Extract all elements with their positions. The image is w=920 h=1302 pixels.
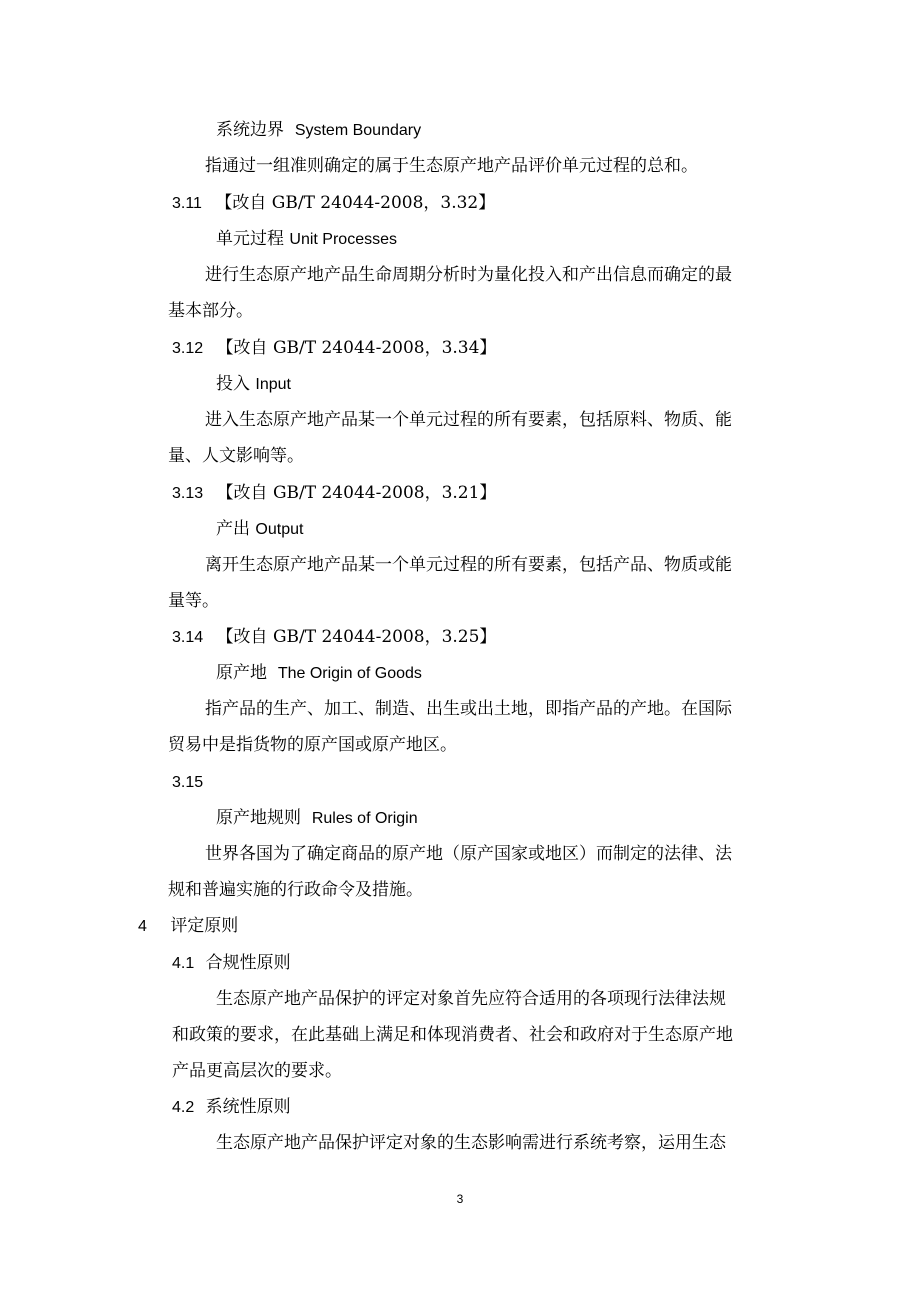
- paragraph-text: 生态原产地产品保护评定对象的生态影响需进行系统考察，运用生态: [216, 1133, 726, 1153]
- clause-ref: 【改自 GB/T 24044-2008，3.34】: [216, 338, 497, 358]
- definition-text: 贸易中是指货物的原产国或原产地区。: [168, 735, 457, 755]
- paragraph-text: 产品更高层次的要求。: [172, 1061, 342, 1081]
- term-system-boundary: [216, 119, 421, 142]
- definition-text: 量、人文影响等。: [168, 446, 304, 466]
- term-en: Output: [255, 521, 304, 538]
- term-output: [216, 518, 303, 541]
- definition-text: 规和普遍实施的行政命令及措施。: [168, 880, 423, 900]
- definition-text: 进行生态原产地产品生命周期分析时为量化投入和产出信息而确定的最: [205, 265, 732, 285]
- paragraph-text: 生态原产地产品保护的评定对象首先应符合适用的各项现行法律法规: [216, 989, 726, 1009]
- definition-text: 进入生态原产地产品某一个单元过程的所有要素，包括原料、物质、能: [205, 410, 732, 430]
- term-en: Input: [255, 376, 291, 393]
- clause-ref-3-11: [172, 192, 495, 215]
- page-number: 3: [456, 1192, 464, 1206]
- term-cn: 原产地规则: [216, 808, 301, 828]
- definition-text: 基本部分。: [168, 301, 253, 321]
- term-en: Rules of Origin: [311, 810, 418, 827]
- term-cn: 产出: [216, 519, 250, 539]
- definition-text: 离开生态原产地产品某一个单元过程的所有要素，包括产品、物质或能: [205, 555, 732, 575]
- definition-text: 量等。: [168, 591, 219, 611]
- term-en: The Origin of Goods: [277, 665, 422, 682]
- definition-text: 指产品的生产、加工、制造、出生或出土地，即指产品的产地。在国际: [205, 699, 732, 719]
- subsection-heading-4-2: [172, 1096, 291, 1119]
- term-rules-of-origin: [216, 807, 418, 830]
- clause-number: 3.15: [172, 774, 204, 791]
- subsection-number: 4.1: [172, 955, 195, 972]
- clause-ref-3-13: [172, 482, 496, 505]
- section-title: 评定原则: [170, 916, 239, 936]
- clause-number: 3.12: [172, 340, 204, 357]
- term-cn: 单元过程: [216, 229, 284, 249]
- clause-ref-3-12: [172, 337, 496, 360]
- term-cn: 投入: [216, 374, 250, 394]
- term-en: Unit Processes: [289, 231, 397, 248]
- term-unit-processes: [216, 228, 397, 251]
- term-en: System Boundary: [294, 122, 422, 139]
- clause-number: 3.14: [172, 629, 204, 646]
- clause-number-3-15: [172, 771, 203, 794]
- clause-number: 3.11: [172, 195, 202, 212]
- subsection-heading-4-1: [172, 952, 291, 975]
- clause-ref-3-14: [172, 626, 496, 649]
- clause-number: 3.13: [172, 485, 204, 502]
- clause-ref: 【改自 GB/T 24044-2008，3.32】: [215, 193, 496, 213]
- definition-text: 指通过一组准则确定的属于生态原产地产品评价单元过程的总和。: [205, 156, 698, 176]
- subsection-number: 4.2: [172, 1099, 195, 1116]
- section-heading-4: [138, 915, 238, 938]
- term-cn: 原产地: [216, 663, 267, 683]
- term-input: [216, 373, 291, 396]
- subsection-title: 系统性原则: [205, 1097, 291, 1117]
- section-number: 4: [138, 918, 147, 935]
- subsection-title: 合规性原则: [205, 953, 291, 973]
- clause-ref: 【改自 GB/T 24044-2008，3.25】: [216, 627, 497, 647]
- clause-ref: 【改自 GB/T 24044-2008，3.21】: [216, 483, 497, 503]
- definition-text: 世界各国为了确定商品的原产地（原产国家或地区）而制定的法律、法: [205, 844, 732, 864]
- term-cn: 系统边界: [216, 120, 284, 140]
- term-origin-of-goods: [216, 662, 422, 685]
- paragraph-text: 和政策的要求，在此基础上满足和体现消费者、社会和政府对于生态原产地: [172, 1025, 733, 1045]
